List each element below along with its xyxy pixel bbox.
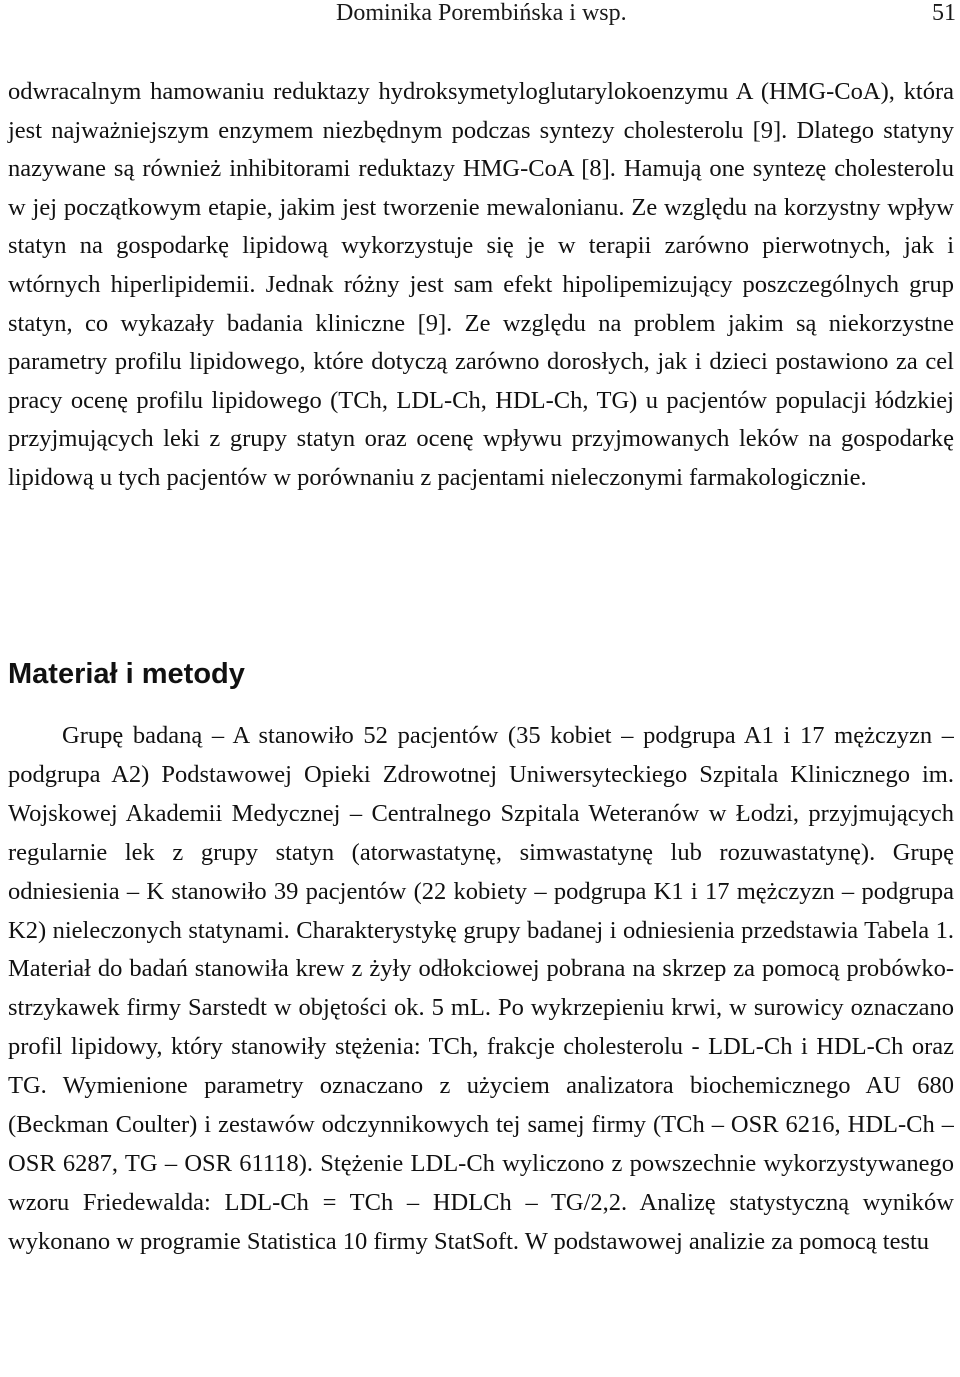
running-header [0,0,960,30]
section-heading-methods: Materiał i metody [8,658,245,690]
page-number: 51 [932,0,956,26]
body-paragraph-intro: odwracalnym hamowaniu reduktazy hydroksymetyloglutarylokoenzymu A (HMG-CoA), która jest najważniejszym enzymem niezbędnym podczas syntezy cholesterolu [9]. Dlatego statyny nazywane są również inhibitorami reduktazy HMG-CoA [8]. Hamują one syntezę cholesterolu w jej początkowym etapie, jakim jest tworzenie mewalonianu. Ze względu na korzystny wpływ statyn na gospodarkę lipidową wykorzystuje się je w terapii zarówno pierwotnych, jak i wtórnych hiperlipidemii. Jednak różny jest sam efekt hipolipemizujący poszczególnych grup statyn, co wykazały badania kliniczne [9]. Ze względu na problem jakim są niekorzystne parametry profilu lipidowego, które dotyczą zarówno dorosłych, jak i dzieci postawiono za cel pracy ocenę profilu lipidowego (TCh, LDL-Ch, HDL-Ch, TG) u pacjentów populacji łódzkiej przyjmujących leki z grupy statyn oraz ocenę wpływu przyjmowanych leków na gospodarkę lipidową u tych pacjentów w porównaniu z pacjentami nieleczonymi farmakologicznie. [8,78,954,491]
header-authors: Dominika Porembińska i wsp. [336,0,627,26]
body-paragraph-methods: Grupę badaną – A stanowiło 52 pacjentów (35 kobiet – podgrupa A1 i 17 mężczyzn – podgrupa A2) Podstawowej Opieki Zdrowotnej Uniwersyteckiego Szpitala Klinicznego im. Wojskowej Akademii Medycznej – Centralnego Szpitala Weteranów w Łodzi, przyjmujących regularnie lek z grupy statyn (atorwastatynę, simwastatynę lub rozuwastatynę). Grupę odniesienia – K stanowiło 39 pacjentów (22 kobiety – podgrupa K1 i 17 mężczyzn – podgrupa K2) nieleczonych statynami. Charakterystykę grupy badanej i odniesienia przedstawia Tabela 1. Materiał do badań stanowiła krew z żyły odłokciowej pobrana na skrzep za pomocą probówko-strzykawek firmy Sarstedt w objętości ok. 5 mL. Po wykrzepieniu krwi, w surowicy oznaczano profil lipidowy, który stanowiły stężenia: TCh, frakcje cholesterolu - LDL-Ch i HDL-Ch oraz TG. Wymienione parametry oznaczano z użyciem analizatora biochemicznego AU 680 (Beckman Coulter) i zestawów odczynnikowych tej samej firmy (TCh – OSR 6216, HDL-Ch – OSR 6287, TG – OSR 61118). Stężenie LDL-Ch wyliczono z powszechnie wykorzystywanego wzoru Friedewalda: LDL-Ch = TCh – HDLCh – TG/2,2. Analizę statystyczną wyników wykonano w programie Statistica 10 firmy StatSoft. W podstawowej analizie za pomocą testu [8,722,954,1255]
